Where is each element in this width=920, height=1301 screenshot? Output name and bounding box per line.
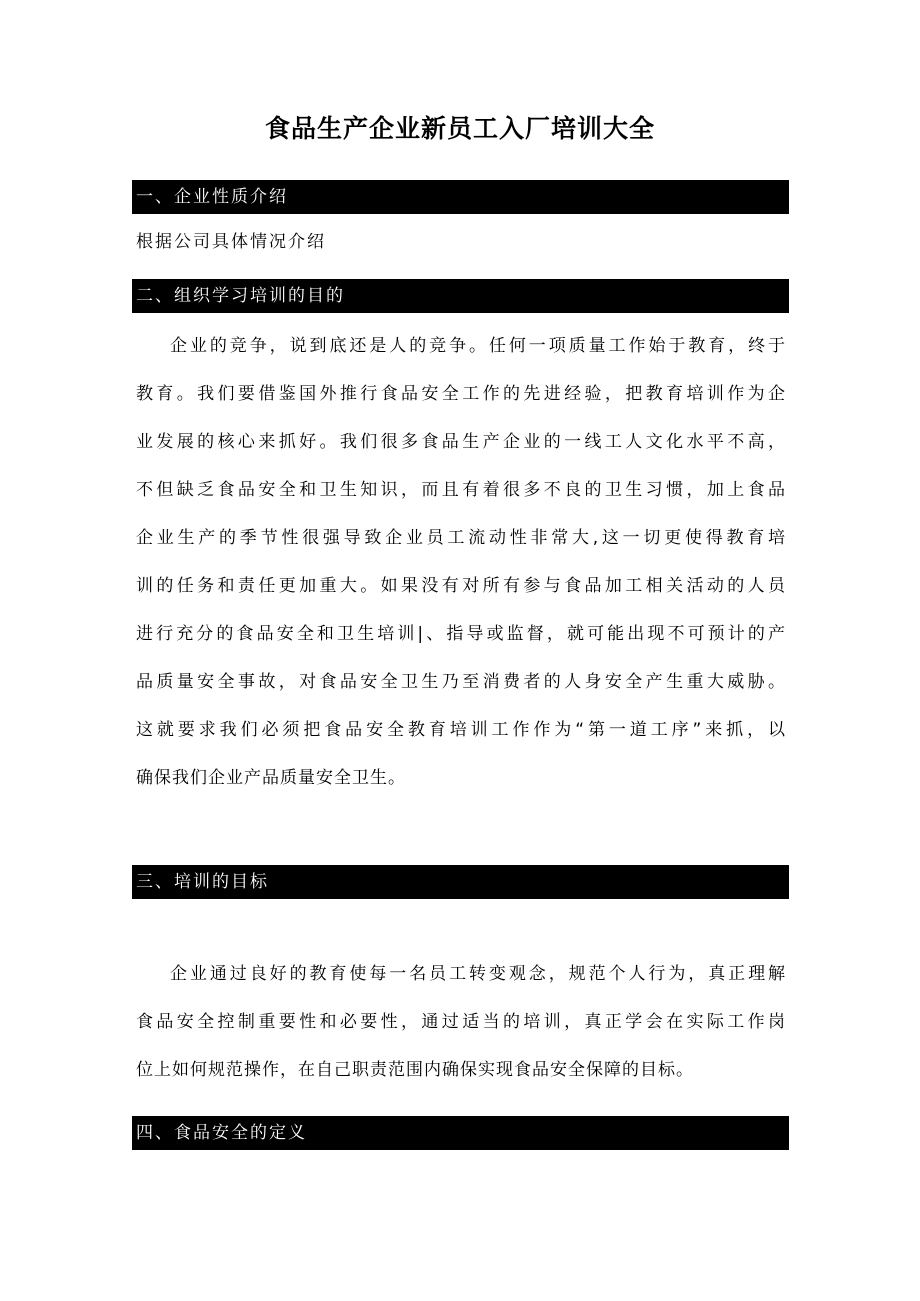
paragraph-line: 企业通过良好的教育使每一名员工转变观念，规范个人行为，真正理解 bbox=[170, 964, 786, 984]
section-heading-2: 二、组织学习培训的目的 bbox=[132, 279, 789, 313]
section-3-paragraph bbox=[136, 950, 786, 1094]
paragraph-line: 食品安全控制重要性和必要性，通过适当的培训，真正学会在实际工作岗 bbox=[136, 1012, 786, 1032]
paragraph-line: 业发展的核心来抓好。我们很多食品生产企业的一线工人文化水平不高， bbox=[136, 432, 786, 452]
document-title: 食品生产企业新员工入厂培训大全 bbox=[264, 114, 655, 143]
paragraph-line: 教育。我们要借鉴国外推行食品安全工作的先进经验，把教育培训作为企 bbox=[136, 384, 786, 404]
section-heading-3: 三、培训的目标 bbox=[132, 865, 789, 899]
paragraph-line: 企业生产的季节性很强导致企业员工流动性非常大,这一切更使得教育培 bbox=[136, 528, 786, 548]
section-heading-4: 四、食品安全的定义 bbox=[132, 1116, 789, 1150]
paragraph-line: 企业的竞争，说到底还是人的竞争。任何一项质量工作始于教育，终于 bbox=[170, 336, 786, 356]
section-2-paragraph bbox=[136, 322, 786, 802]
paragraph-line: 训的任务和责任更加重大。如果没有对所有参与食品加工相关活动的人员 bbox=[136, 576, 786, 596]
paragraph-line: 这就要求我们必须把食品安全教育培训工作作为“第一道工序”来抓，以 bbox=[136, 720, 786, 740]
paragraph-line: 确保我们企业产品质量安全卫生。 bbox=[136, 768, 406, 788]
section-heading-1: 一、企业性质介绍 bbox=[132, 180, 789, 214]
paragraph-line: 不但缺乏食品安全和卫生知识，而且有着很多不良的卫生习惯，加上食品 bbox=[136, 480, 786, 500]
paragraph-line: 位上如何规范操作，在自己职责范围内确保实现食品安全保障的目标。 bbox=[136, 1060, 694, 1080]
paragraph-line: 品质量安全事故，对食品安全卫生乃至消费者的人身安全产生重大威胁。 bbox=[136, 672, 786, 692]
section-1-text: 根据公司具体情况介绍 bbox=[136, 232, 326, 252]
paragraph-line: 进行充分的食品安全和卫生培训|、指导或监督，就可能出现不可预计的产 bbox=[136, 624, 786, 644]
